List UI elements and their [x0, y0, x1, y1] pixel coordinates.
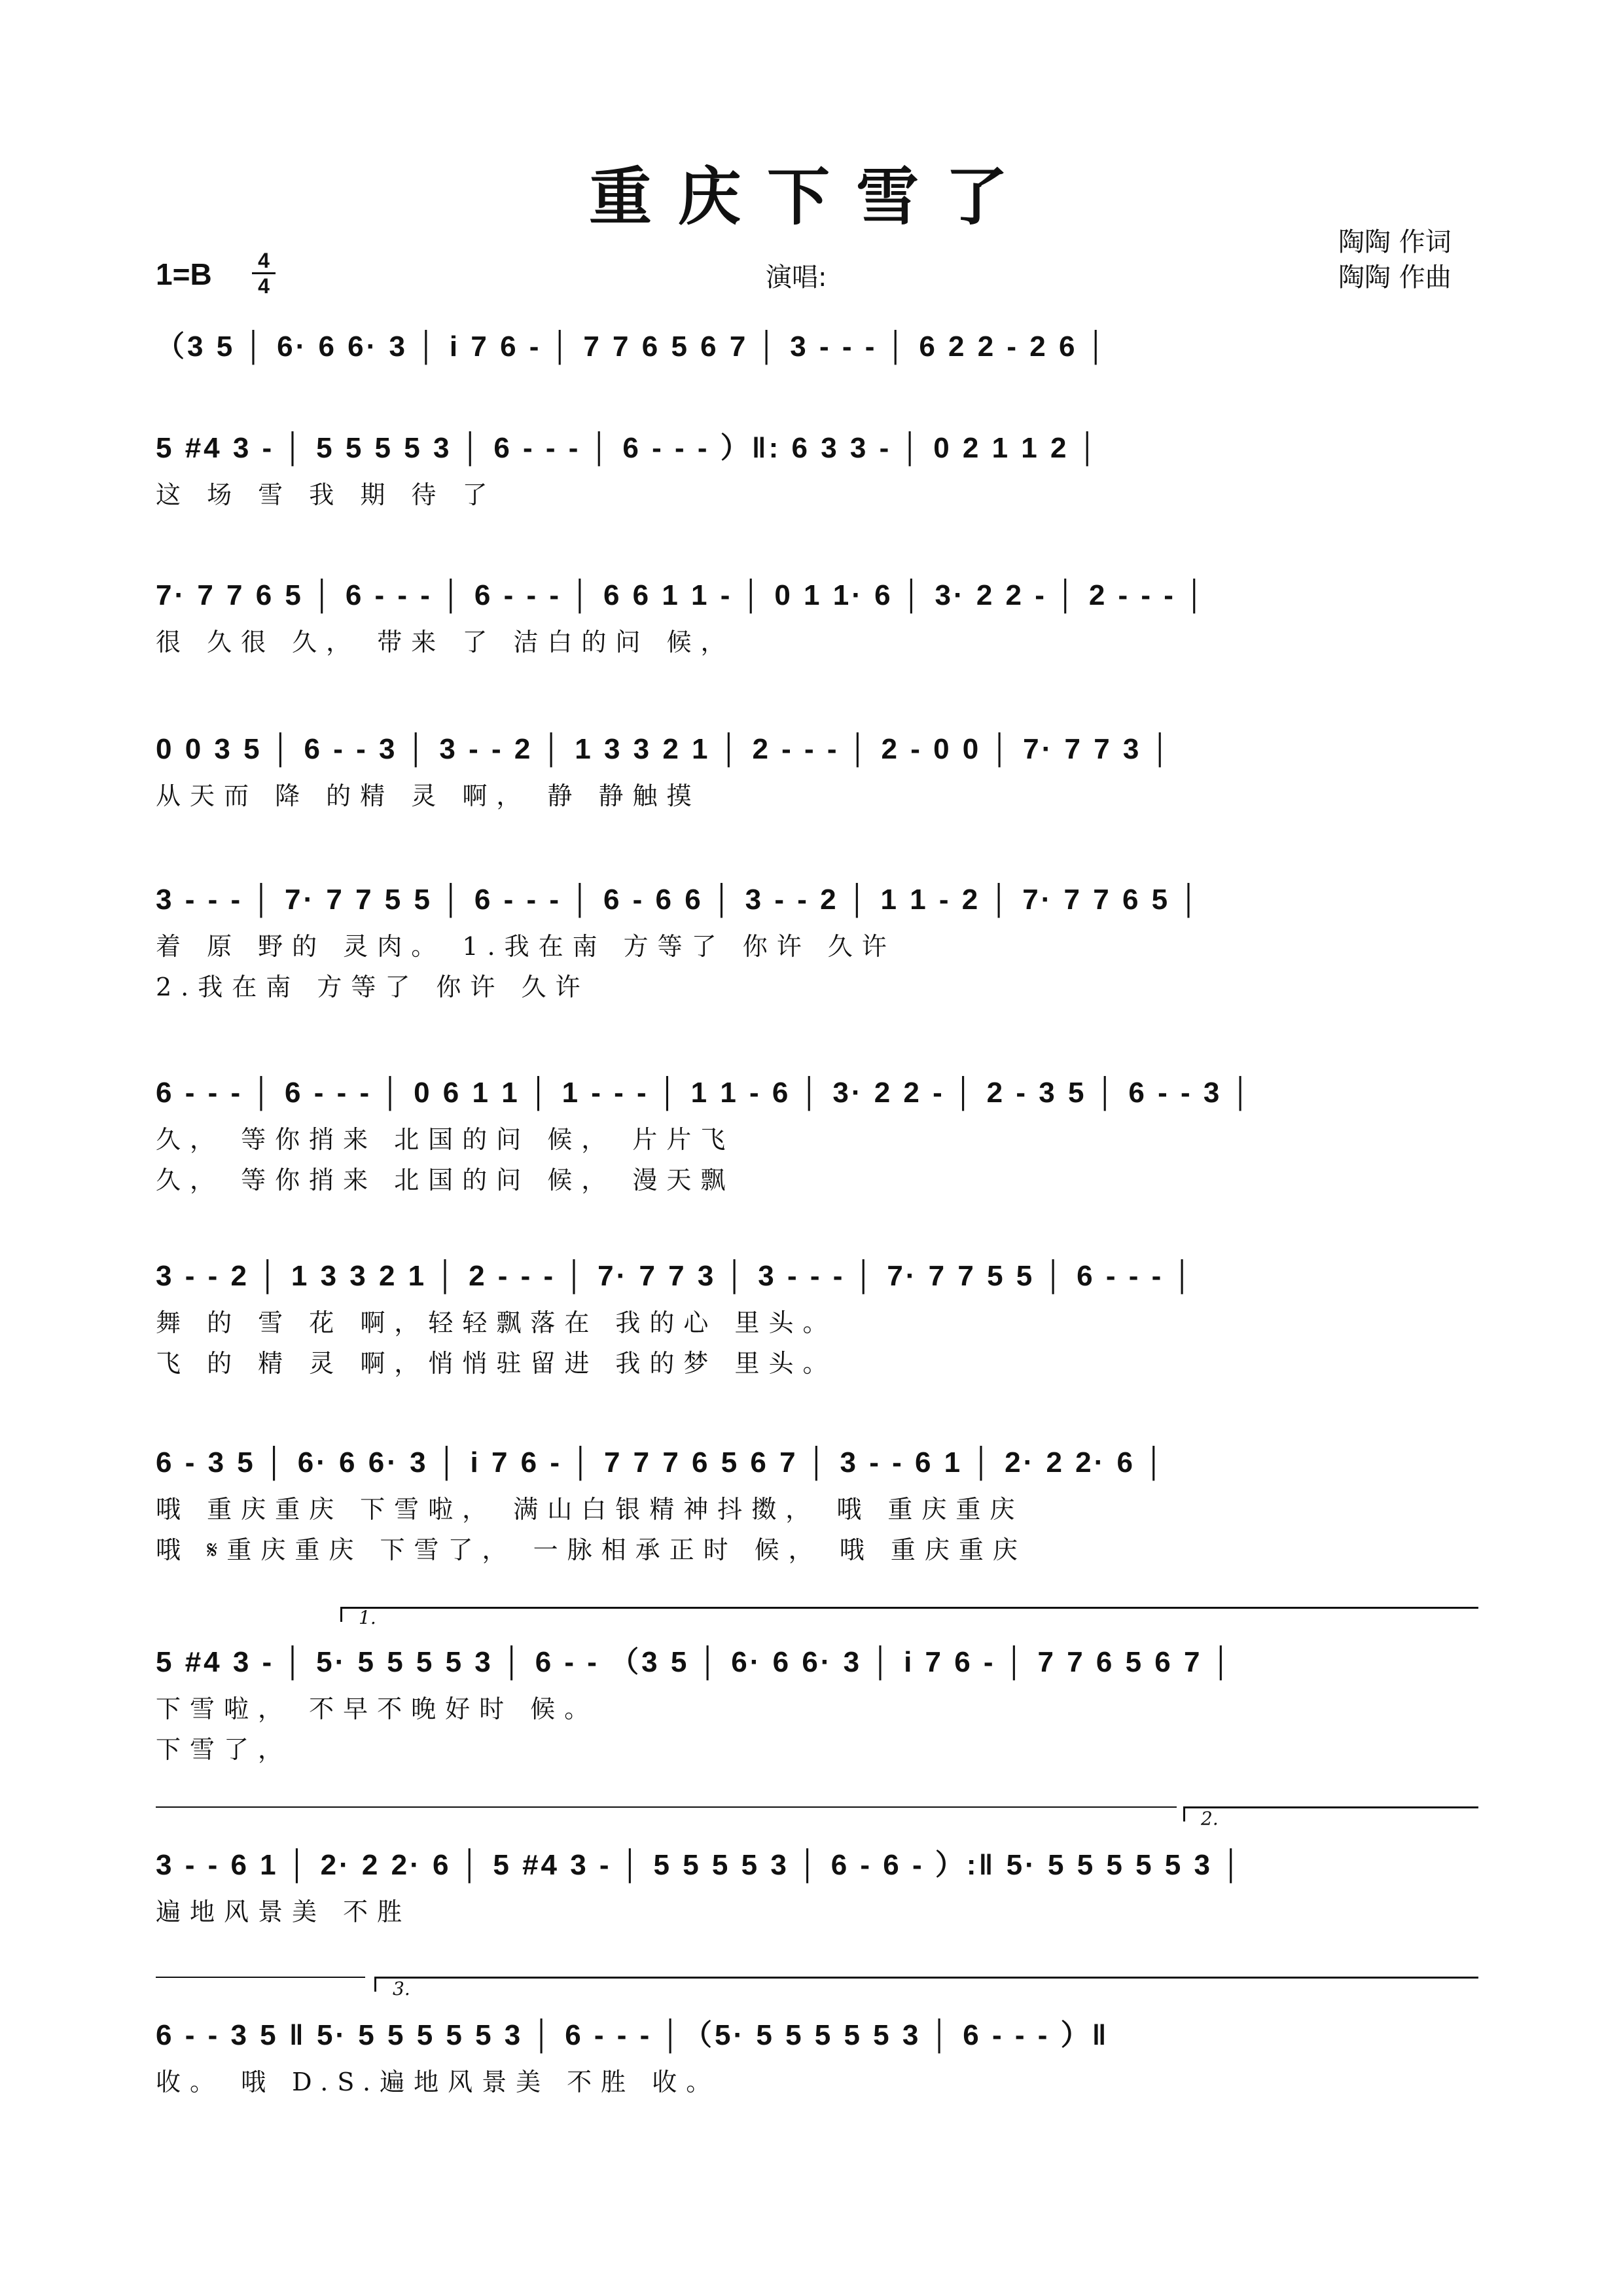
volta-bracket-2: [1183, 1806, 1478, 1821]
score-system-9: [156, 1640, 1476, 1784]
notation-line: 3 - - - │ 7· 7 7 5 5 │ 6 - - - │ 6 - 6 6 │ 3 - - 2 │ 1 1 - 2 │ 7· 7 7 6 5 │: [156, 884, 1202, 916]
song-title: 重庆下雪了: [589, 160, 1034, 234]
score-system-11: [156, 2013, 1476, 2117]
volta-bracket-3: [374, 1977, 1478, 1992]
volta-label-1: 1.: [359, 1607, 376, 1628]
lyric-line: 收。 哦 D.S.遍地风景美 不胜 收。: [156, 2068, 721, 2096]
lyric-line-verse-1: 舞 的 雪 花 啊，轻轻飘落在 我的心 里头。: [156, 1308, 837, 1337]
time-denominator: 4: [258, 274, 270, 298]
key-signature: 1=B: [156, 257, 212, 291]
lyric-line: 遍地风景美 不胜: [156, 1897, 412, 1926]
score-system-6: [156, 1070, 1476, 1214]
lyricist-credit: 陶陶 作词: [1338, 227, 1452, 257]
score-system-2: [156, 425, 1476, 530]
notation-line: 7· 7 7 6 5 │ 6 - - - │ 6 - - - │ 6 6 1 1 - │ 0 1 1· 6 │ 3· 2 2 - │ 2 - - - │: [156, 579, 1207, 611]
lyric-line-verse-1: 哦 重庆重庆 下雪啦， 满山白银精神抖擞， 哦 重庆重庆: [156, 1495, 1024, 1524]
lyric-line-verse-1: 久， 等你捎来 北国的问 候， 片片飞: [156, 1125, 735, 1154]
notation-line: （3 5 │ 6· 6 6· 3 │ i 7 6 - │ 7 7 6 5 6 7 │ 3 - - - │ 6 2 2 - 2 6 │: [156, 331, 1109, 363]
score-system-10: [156, 1842, 1476, 1947]
lyric-line: 这 场 雪 我 期 待 了: [156, 480, 497, 509]
notation-line: 6 - - 3 5 ‖ 5· 5 5 5 5 5 3 │ 6 - - - │（5· 5 5 5 5 5 3 │ 6 - - - ）‖: [156, 2019, 1109, 2051]
singer-label: 演唱:: [766, 262, 827, 293]
time-signature: [252, 250, 276, 296]
score-system-5: [156, 877, 1476, 1021]
notation-line: 3 - - 2 │ 1 3 3 2 1 │ 2 - - - │ 7· 7 7 3 │ 3 - - - │ 7· 7 7 5 5 │ 6 - - - │: [156, 1260, 1196, 1292]
notation-line: 6 - 3 5 │ 6· 6 6· 3 │ i 7 6 - │ 7 7 7 6 5 6 7 │ 3 - - 6 1 │ 2· 2 2· 6 │: [156, 1446, 1167, 1479]
score-system-1: [156, 324, 1476, 403]
score-system-4: [156, 726, 1476, 831]
lyric-line: 很 久很 久， 带来 了 洁白的问 候，: [156, 628, 735, 656]
lyric-line: 从天而 降 的精 灵 啊， 静 静触摸: [156, 781, 701, 810]
lyric-line-verse-1: 着 原 野的 灵肉。 1.我在南 方等了 你许 久许: [156, 932, 896, 961]
volta-continuation-line: [156, 1977, 365, 1978]
notation-line: 6 - - - │ 6 - - - │ 0 6 1 1 │ 1 - - - │ 1 1 - 6 │ 3· 2 2 - │ 2 - 3 5 │ 6 - - 3 │: [156, 1077, 1254, 1109]
lyric-line-verse-2: 久， 等你捎来 北国的问 候， 漫天飘: [156, 1166, 735, 1194]
time-numerator: 4: [258, 249, 270, 272]
volta-label-3: 3.: [393, 1978, 410, 2000]
volta-bracket-1: [340, 1607, 1478, 1622]
score-system-8: [156, 1440, 1476, 1584]
lyric-line-verse-1: 下雪啦， 不早不晚好时 候。: [156, 1695, 599, 1723]
notation-line: 3 - - 6 1 │ 2· 2 2· 6 │ 5 #4 3 - │ 5 5 5 5 3 │ 6 - 6 - ）:‖ 5· 5 5 5 5 5 3 │: [156, 1849, 1244, 1881]
composer-credit: 陶陶 作曲: [1338, 262, 1452, 293]
score-system-7: [156, 1253, 1476, 1397]
lyric-line-verse-2: 飞 的 精 灵 啊，悄悄驻留进 我的梦 里头。: [156, 1349, 837, 1378]
lyric-line-verse-2: 2.我在南 方等了 你许 久许: [156, 973, 590, 1001]
notation-line: 5 #4 3 - │ 5· 5 5 5 5 3 │ 6 - - （3 5 │ 6· 6 6· 3 │ i 7 6 - │ 7 7 6 5 6 7 │: [156, 1646, 1234, 1678]
volta-label-2: 2.: [1201, 1808, 1219, 1829]
lyric-line-verse-2: 哦 𝄋重庆重庆 下雪了， 一脉相承正时 候， 哦 重庆重庆: [156, 1535, 1027, 1564]
notation-line: 0 0 3 5 │ 6 - - 3 │ 3 - - 2 │ 1 3 3 2 1 │ 2 - - - │ 2 - 0 0 │ 7· 7 7 3 │: [156, 733, 1173, 765]
volta-continuation-line: [156, 1806, 1177, 1808]
lyric-line-verse-2: 下雪了，: [156, 1735, 293, 1764]
score-system-3: [156, 573, 1476, 677]
notation-line: 5 #4 3 - │ 5 5 5 5 3 │ 6 - - - │ 6 - - - ）‖: 6 3 3 - │ 0 2 1 1 2 │: [156, 432, 1101, 464]
